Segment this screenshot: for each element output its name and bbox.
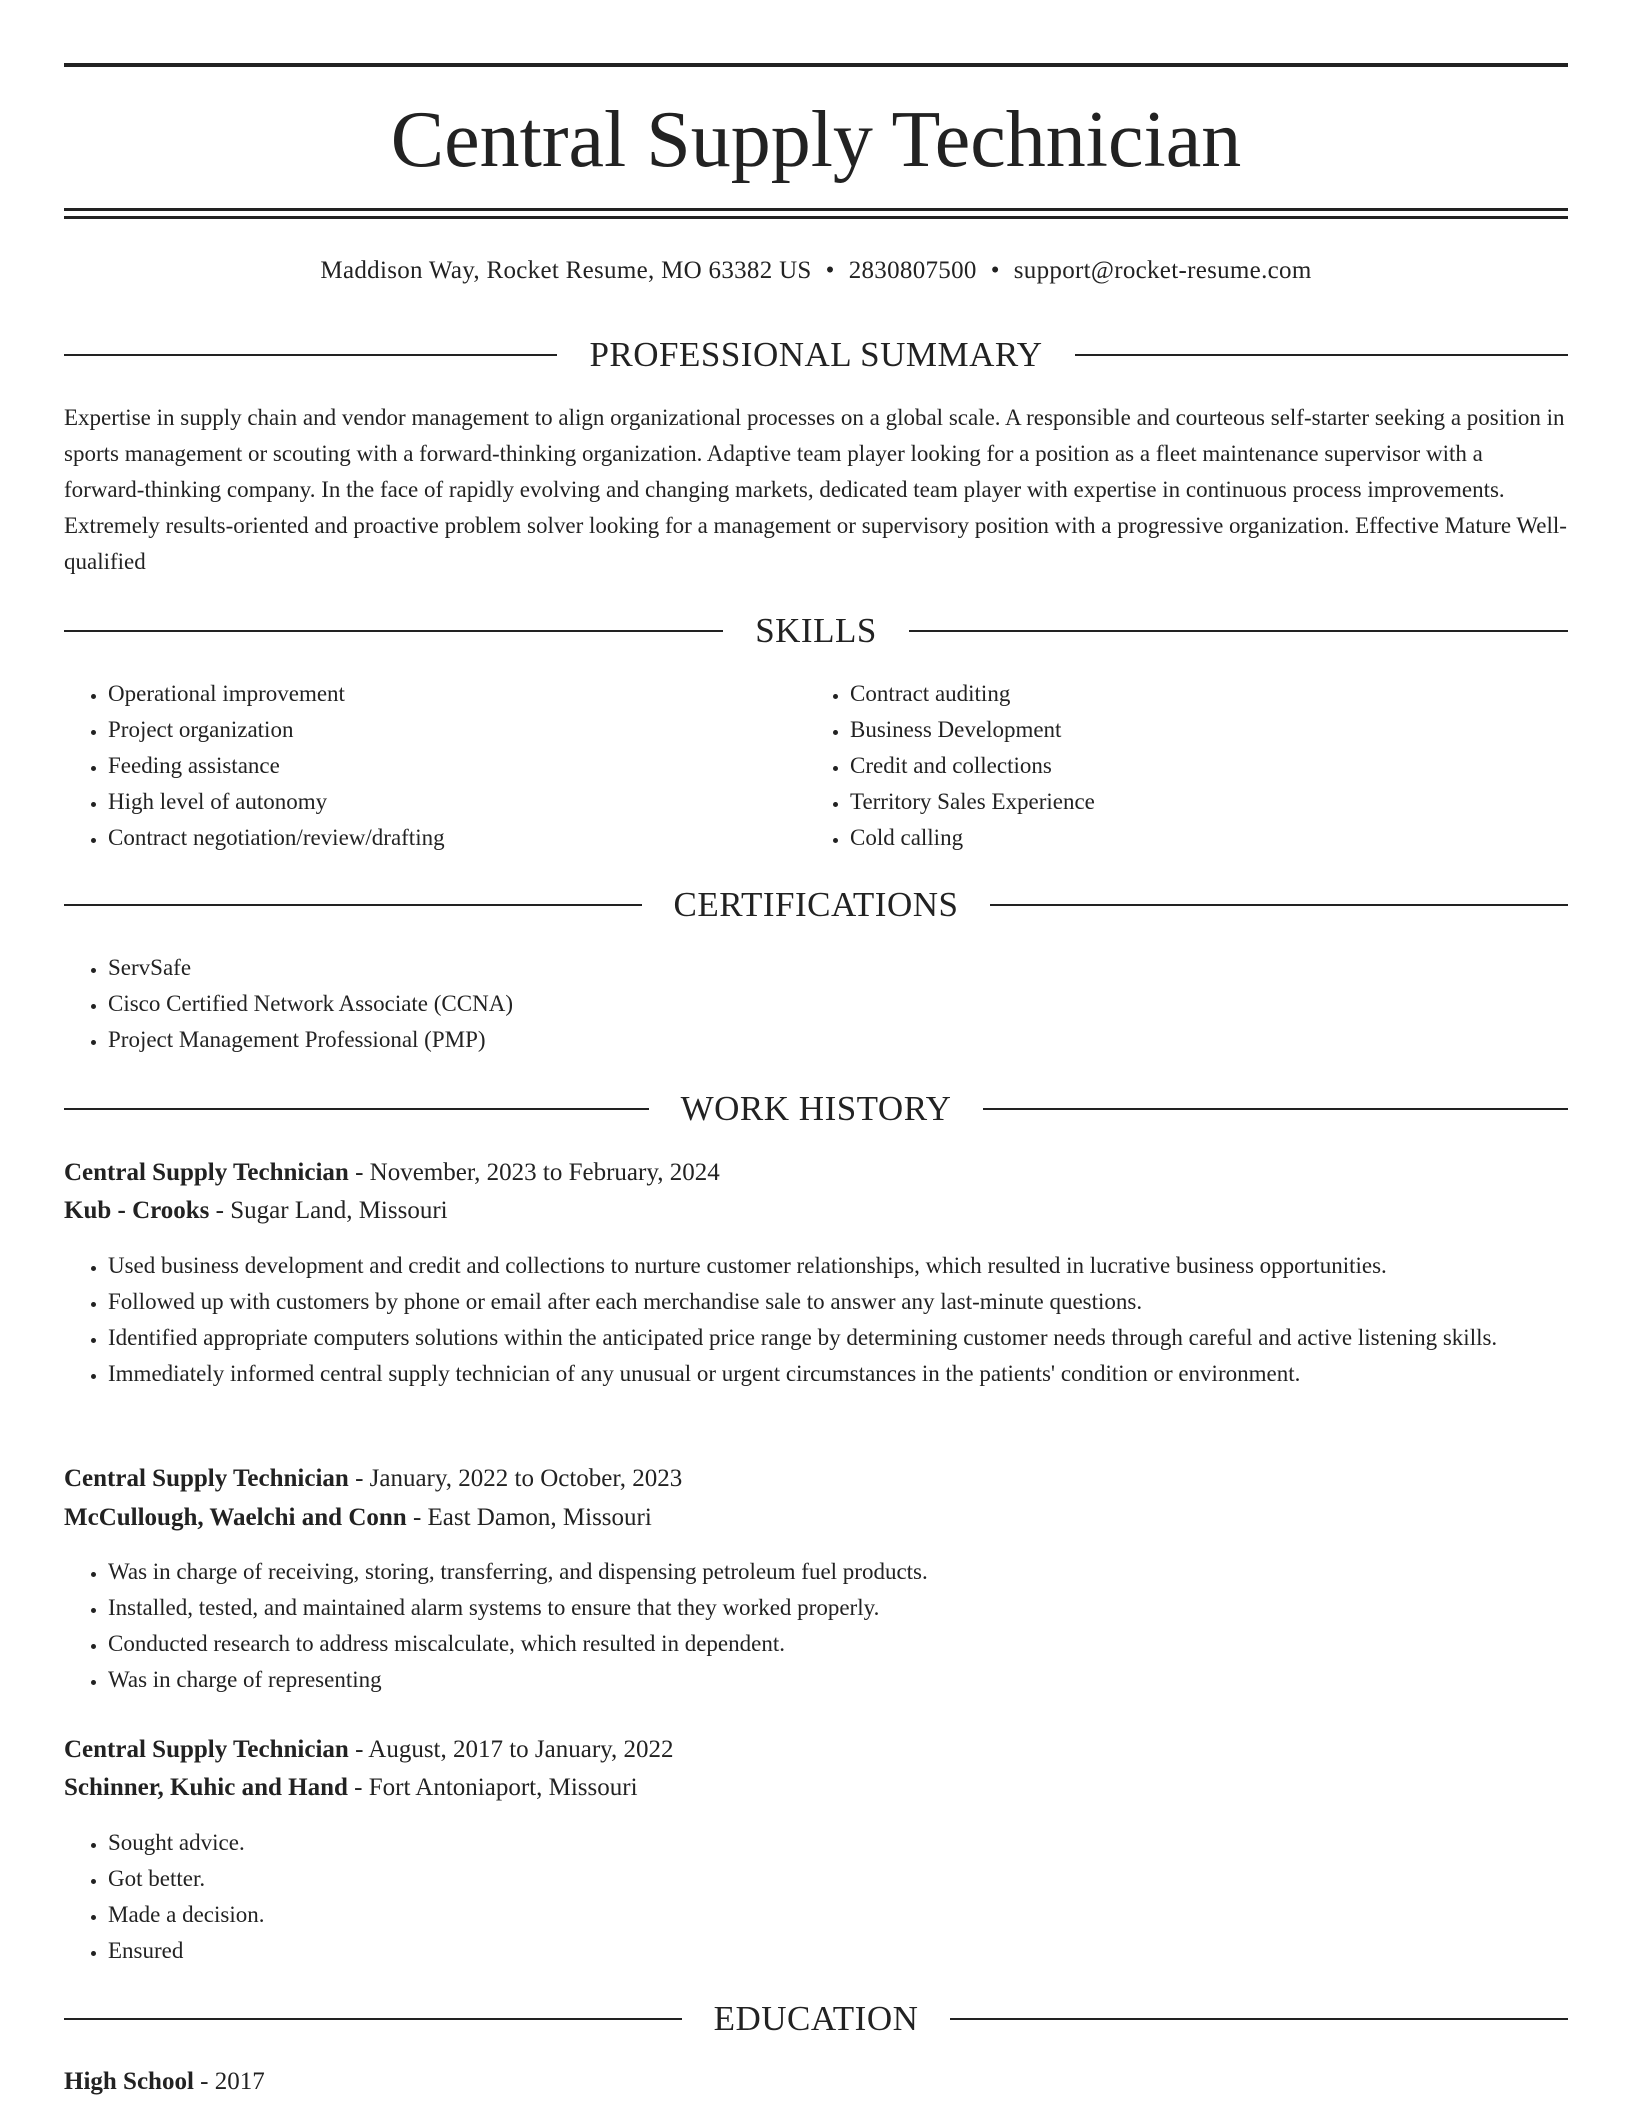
section-title-skills: SKILLS <box>755 611 877 650</box>
job-dates: - November, 2023 to February, 2024 <box>348 1159 720 1186</box>
job-bullet: • Ensured <box>108 1933 1568 1969</box>
section-rule-left <box>64 354 557 356</box>
contact-address: Maddison Way, Rocket Resume, MO 63382 US <box>320 257 812 284</box>
job-bullets <box>64 1825 1568 1969</box>
job-bullets <box>64 1248 1568 1392</box>
contact-separator: • <box>990 257 1000 284</box>
skill-item: • Contract negotiation/review/drafting <box>108 820 808 856</box>
education-year: - 2017 <box>193 2068 265 2095</box>
education-degree: High School <box>64 2068 194 2095</box>
section-header-skills <box>64 609 1568 653</box>
skill-item: • Contract auditing <box>850 676 1550 712</box>
title-double-rule-upper <box>64 208 1568 211</box>
job-company-line <box>64 1499 1568 1537</box>
skills-list-left <box>64 676 808 856</box>
job-company-line <box>64 1192 1568 1230</box>
section-title-certifications: CERTIFICATIONS <box>673 885 959 924</box>
job-bullet: • Installed, tested, and maintained alarm systems to ensure that they worked properly. <box>108 1590 1568 1626</box>
section-rule-left <box>64 904 642 906</box>
section-title-education: EDUCATION <box>713 1999 919 2038</box>
certifications-list <box>64 950 1568 1058</box>
job-location: - East Damon, Missouri <box>406 1504 652 1531</box>
certification-item: • ServSafe <box>108 950 1568 986</box>
job-title-line <box>64 1154 1568 1192</box>
job-location: - Fort Antoniaport, Missouri <box>347 1774 638 1801</box>
job-location: - Sugar Land, Missouri <box>209 1197 448 1224</box>
skill-item: • Credit and collections <box>850 748 1550 784</box>
skill-item: • Business Development <box>850 712 1550 748</box>
section-rule-left <box>64 2018 682 2020</box>
job-title: Central Supply Technician <box>64 1465 349 1492</box>
top-rule <box>64 63 1568 67</box>
job-title-line <box>64 1460 1568 1498</box>
certification-item: • Project Management Professional (PMP) <box>108 1022 1568 1058</box>
job-title: Central Supply Technician <box>64 1159 349 1186</box>
job-bullet: • Conducted research to address miscalculate, which resulted in dependent. <box>108 1626 1568 1662</box>
job-title-line <box>64 1731 1568 1769</box>
section-header-certifications <box>64 883 1568 927</box>
job-dates: - January, 2022 to October, 2023 <box>348 1465 683 1492</box>
skill-item: • Cold calling <box>850 820 1550 856</box>
section-rule-right <box>909 630 1568 632</box>
section-rule-right <box>1075 354 1568 356</box>
skill-item: • Project organization <box>108 712 808 748</box>
job-bullet: • Identified appropriate computers solutions within the anticipated price range by determining customer needs through careful and active listening skills. <box>108 1320 1568 1356</box>
section-rule-left <box>64 1108 649 1110</box>
skill-item: • Feeding assistance <box>108 748 808 784</box>
section-rule-left <box>64 630 723 632</box>
section-header-education <box>64 1997 1568 2041</box>
job-company-line <box>64 1769 1568 1807</box>
job-bullets <box>64 1554 1568 1698</box>
section-header-work <box>64 1087 1568 1131</box>
job-bullet: • Followed up with customers by phone or email after each merchandise sale to answer any last-minute questions. <box>108 1284 1568 1320</box>
certification-item: • Cisco Certified Network Associate (CCNA) <box>108 986 1568 1022</box>
job-bullet: • Made a decision. <box>108 1897 1568 1933</box>
section-header-summary <box>64 333 1568 377</box>
skill-item: • Operational improvement <box>108 676 808 712</box>
section-rule-right <box>990 904 1568 906</box>
job-company: McCullough, Waelchi and Conn <box>64 1504 407 1531</box>
contact-email: support@rocket-resume.com <box>1013 257 1312 284</box>
job-bullet: • Immediately informed central supply technician of any unusual or urgent circumstances in the patients' condition or environment. <box>108 1356 1568 1392</box>
title-double-rule-lower <box>64 216 1568 219</box>
resume-title: Central Supply Technician <box>390 96 1242 184</box>
section-title-work: WORK HISTORY <box>680 1089 952 1128</box>
skill-item: • High level of autonomy <box>108 784 808 820</box>
contact-separator: • <box>825 257 835 284</box>
section-rule-right <box>950 2018 1568 2020</box>
job-company: Kub - Crooks <box>64 1197 210 1224</box>
education-line <box>64 2063 1568 2101</box>
skills-list-right <box>806 676 1550 856</box>
job-bullet: • Sought advice. <box>108 1825 1568 1861</box>
summary-text: Expertise in supply chain and vendor management to align organizational processes on a global scale. A responsible and courteous self-starter seeking a position in sports management or scouting with a forward-thinking organization. Adaptive team player looking for a position as a fleet maintenance supervisor with a forward-thinking company. In the face of rapidly evolving and changing markets, dedicated team player with expertise in continuous process improvements. Extremely results-oriented and proactive problem solver looking for a management or supervisory position with a progressive organization. Effective Mature Well-qualified <box>64 405 1567 574</box>
job-dates: - August, 2017 to January, 2022 <box>348 1736 674 1763</box>
contact-phone: 2830807500 <box>848 257 977 284</box>
job-bullet: • Used business development and credit and collections to nurture customer relationships, which resulted in lucrative business opportunities. <box>108 1248 1568 1284</box>
section-rule-right <box>983 1108 1568 1110</box>
job-bullet: • Got better. <box>108 1861 1568 1897</box>
contact-line <box>64 254 1568 288</box>
skill-item: • Territory Sales Experience <box>850 784 1550 820</box>
job-bullet: • Was in charge of receiving, storing, transferring, and dispensing petroleum fuel products. <box>108 1554 1568 1590</box>
section-title-summary: PROFESSIONAL SUMMARY <box>589 335 1043 374</box>
job-bullet: • Was in charge of representing <box>108 1662 1568 1698</box>
job-title: Central Supply Technician <box>64 1736 349 1763</box>
job-company: Schinner, Kuhic and Hand <box>64 1774 348 1801</box>
